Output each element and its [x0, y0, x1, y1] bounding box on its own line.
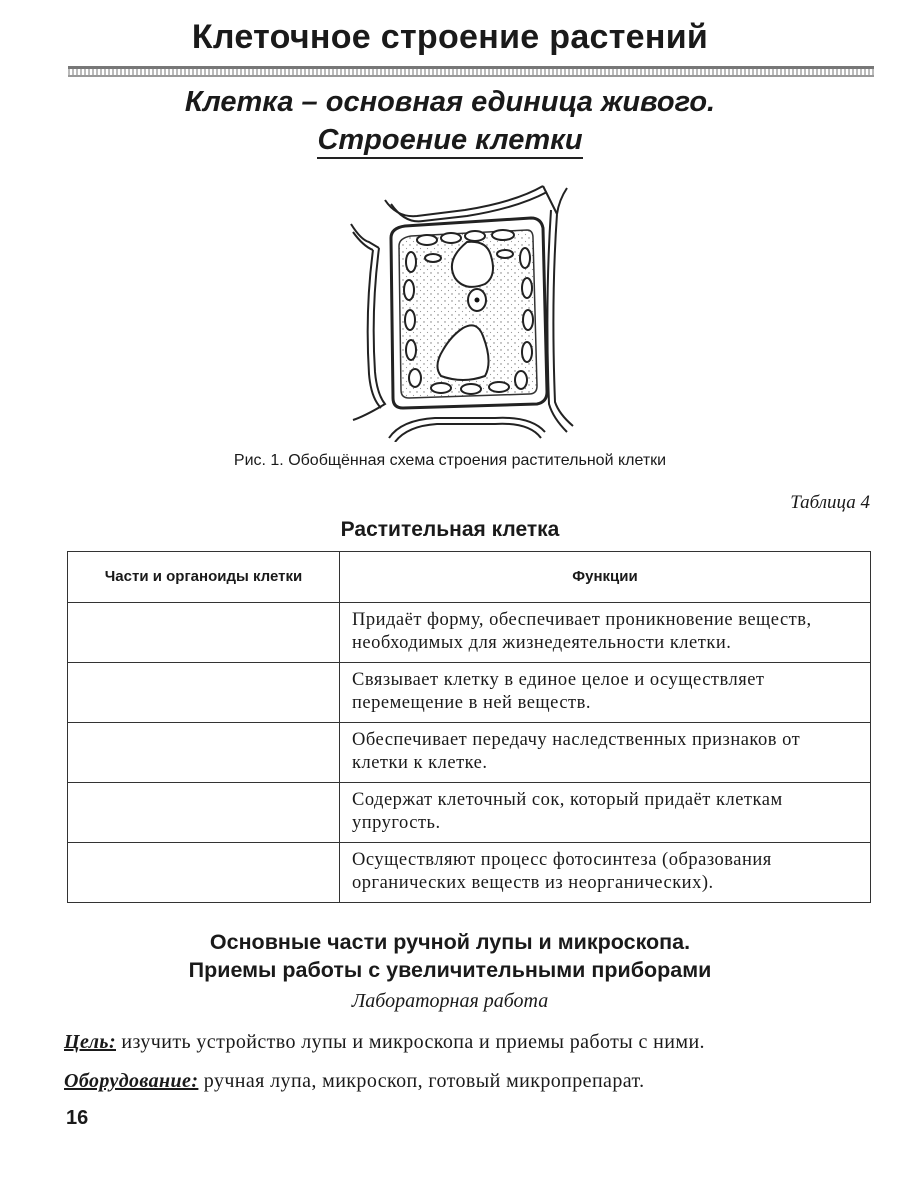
plant-cell-figure [345, 180, 575, 442]
table-row [68, 723, 871, 783]
table-row [68, 843, 871, 903]
goal-text: изучить устройство лупы и микроскопа и приемы работы с ними. [116, 1031, 705, 1053]
header-parts: Части и органоиды клетки [68, 552, 340, 603]
lab-title-line1: Основные части ручной лупы и микроскопа. [209, 930, 691, 954]
part-answer-cell[interactable] [68, 663, 340, 723]
table-row [68, 783, 871, 843]
figure-caption: Рис. 1. Обобщённая схема строения растительной клетки [233, 452, 667, 469]
page-number: 16 [66, 1107, 89, 1129]
section-title-line1: Клетка – основная единица живого. [184, 86, 716, 118]
part-answer-cell[interactable] [68, 843, 340, 903]
title-rule [68, 66, 874, 77]
table-header-row [68, 552, 871, 603]
table-number: Таблица 4 [790, 492, 870, 513]
goal-paragraph [64, 1031, 705, 1054]
header-functions: Функции [340, 552, 871, 603]
section-title-line2 [0, 124, 900, 157]
table-row [68, 663, 871, 723]
table-row [68, 603, 871, 663]
function-cell: Осуществляют процесс фотосинтеза (образования органических веществ из неорганических). [340, 843, 871, 903]
equipment-paragraph [64, 1070, 645, 1093]
function-cell: Содержат клеточный сок, который придаёт клеткам упругость. [340, 783, 871, 843]
lab-label: Лабораторная работа [351, 990, 549, 1012]
part-answer-cell[interactable] [68, 783, 340, 843]
function-cell: Обеспечивает передачу наследственных признаков от клетки к клетке. [340, 723, 871, 783]
plant-cell-table [67, 551, 871, 903]
section-title-line2-text: Строение клетки [317, 124, 582, 159]
chapter-title: Клеточное строение растений [191, 18, 709, 56]
table-title: Растительная клетка [340, 518, 560, 541]
part-answer-cell[interactable] [68, 723, 340, 783]
goal-label: Цель: [64, 1031, 116, 1053]
function-cell: Связывает клетку в единое целое и осуществляет перемещение в ней веществ. [340, 663, 871, 723]
part-answer-cell[interactable] [68, 603, 340, 663]
function-cell: Придаёт форму, обеспечивает проникновение веществ, необходимых для жизнедеятельности клетки. [340, 603, 871, 663]
equipment-text: ручная лупа, микроскоп, готовый микропрепарат. [198, 1070, 645, 1092]
lab-title-line2: Приемы работы с увеличительными приборами [188, 958, 712, 982]
plant-cell-illustration [345, 180, 575, 442]
equipment-label: Оборудование: [64, 1070, 199, 1092]
